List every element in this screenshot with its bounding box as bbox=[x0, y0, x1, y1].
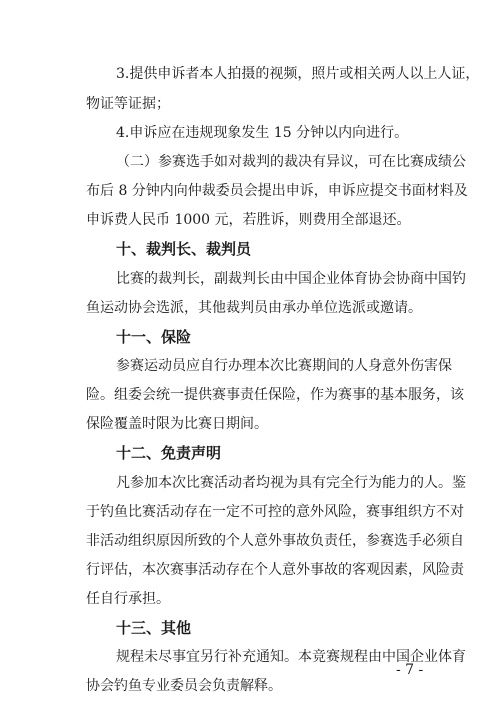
section-11-line-2: 险。组委会统一提供赛事责任保险，作为赛事的基本服务，该 bbox=[86, 387, 464, 403]
section-13-heading: 十三、其他 bbox=[116, 619, 192, 637]
item-3-line-2: 物证等证据； bbox=[86, 96, 170, 112]
section-12-line-3: 非活动组织原因所致的个人意外事故负责任，参赛选手必须自 bbox=[86, 533, 464, 549]
page-number: - 7 - bbox=[396, 662, 424, 678]
section-12-heading: 十二、免责声明 bbox=[116, 444, 222, 462]
section-13-line-1: 规程未尽事宜另行补充通知。本竞赛规程由中国企业体育 bbox=[116, 649, 466, 665]
paragraph-2-line-3: 申诉费人民币 1000 元，若胜诉，则费用全部退还。 bbox=[86, 212, 411, 228]
section-12-line-1: 凡参加本次比赛活动者均视为具有完全行为能力的人。鉴 bbox=[116, 475, 466, 491]
section-12-line-5: 任自行承担。 bbox=[86, 591, 170, 607]
section-10-line-1: 比赛的裁判长，副裁判长由中国企业体育协会协商中国钓 bbox=[116, 271, 466, 287]
section-11-line-1: 参赛运动员应自行办理本次比赛期间的人身意外伤害保 bbox=[116, 358, 452, 374]
paragraph-2-line-1: （二）参赛选手如对裁判的裁决有异议，可在比赛成绩公 bbox=[116, 154, 466, 170]
section-12-line-2: 于钓鱼比赛活动存在一定不可控的意外风险，赛事组织方不对 bbox=[86, 504, 464, 520]
paragraph-2-line-2: 布后 8 分钟内向仲裁委员会提出申诉，申诉应提交书面材料及 bbox=[86, 183, 468, 199]
item-4: 4.申诉应在违规现象发生 15 分钟以内向进行。 bbox=[116, 125, 409, 141]
item-3-line-1: 3.提供申诉者本人拍摄的视频，照片或相关两人以上人证， bbox=[116, 66, 480, 82]
section-10-line-2: 鱼运动协会选派，其他裁判员由承办单位选派或邀请。 bbox=[86, 300, 422, 316]
section-13-line-2: 协会钓鱼专业委员会负责解释。 bbox=[86, 678, 282, 694]
section-11-heading: 十一、保险 bbox=[116, 328, 192, 346]
section-10-heading: 十、裁判长、裁判员 bbox=[116, 240, 252, 258]
section-11-line-3: 保险覆盖时限为比赛日期间。 bbox=[86, 416, 268, 432]
section-12-line-4: 行评估，本次赛事活动存在个人意外事故的客观因素，风险责 bbox=[86, 562, 464, 578]
